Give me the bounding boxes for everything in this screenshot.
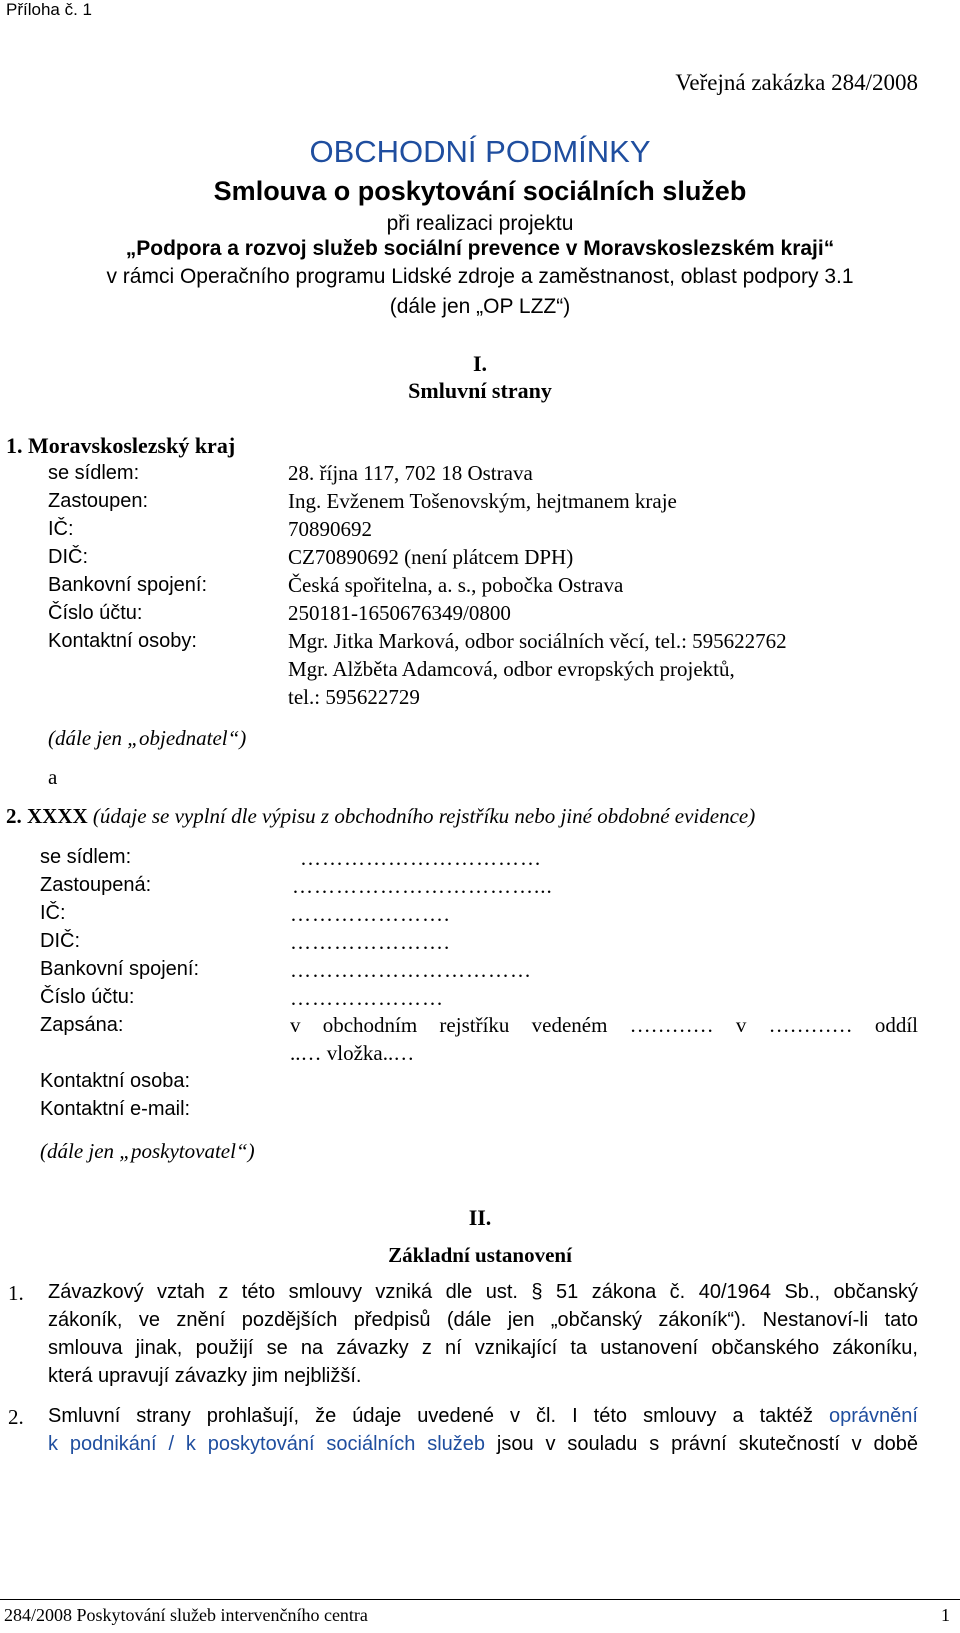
clause-2-text-a: Smluvní strany prohlašují, že údaje uvedené v čl. I této smlouvy a taktéž bbox=[48, 1405, 813, 1427]
document-title: OBCHODNÍ PODMÍNKY bbox=[309, 134, 651, 169]
section-2-number: II. bbox=[468, 1205, 492, 1230]
clause-2-number: 2. bbox=[8, 1405, 24, 1429]
party-2-value-registered: v obchodním rejstříku vedeném ………… v ………… oddíl bbox=[290, 1013, 918, 1037]
clause-1-line-3: smlouva jinak, použijí se na závazky z ní vznikající ta ustanovení občanského zákoníku, bbox=[48, 1337, 918, 1359]
clause-2-text-b: jsou v souladu s právní skutečností v době bbox=[496, 1433, 918, 1455]
party-2-name: XXXX bbox=[27, 804, 88, 828]
party-1-label-dic: DIČ: bbox=[48, 546, 88, 568]
party-2-label-registered: Zapsána: bbox=[40, 1014, 124, 1036]
party-1-label-ico: IČ: bbox=[48, 518, 74, 540]
clause-2-line-2 bbox=[48, 1433, 918, 1456]
party-1-value-seat: 28. října 117, 702 18 Ostrava bbox=[288, 461, 533, 485]
footer-text: 284/2008 Poskytování služeb intervenčního centra bbox=[4, 1605, 368, 1625]
party-2-value-account: ………………… bbox=[290, 986, 444, 1010]
header-line-1: při realizaci projektu bbox=[386, 212, 574, 235]
party-2-alias: (dále jen „poskytovatel“) bbox=[40, 1139, 255, 1163]
party-1-label-account: Číslo účtu: bbox=[48, 602, 143, 624]
project-name: „Podpora a rozvoj služeb sociální prevence v Moravskoslezském kraji“ bbox=[125, 237, 835, 260]
party-1-heading: 1. Moravskoslezský kraj bbox=[6, 433, 236, 458]
party-2-label-bank: Bankovní spojení: bbox=[40, 958, 199, 980]
link-permit[interactable]: oprávnění bbox=[829, 1405, 918, 1427]
party-2-note: (údaje se vyplní dle výpisu z obchodního rejstříku nebo jiné obdobné evidence) bbox=[92, 804, 756, 828]
clause-2-line-1 bbox=[48, 1405, 918, 1428]
party-1-label-represented: Zastoupen: bbox=[48, 490, 149, 512]
party-2-label-contact-person: Kontaktní osoba: bbox=[40, 1070, 191, 1092]
clause-1-number: 1. bbox=[8, 1281, 24, 1305]
program-abbreviation: (dále jen „OP LZZ“) bbox=[389, 295, 571, 318]
party-1-value-represented: Ing. Evženem Tošenovským, hejtmanem kraje bbox=[288, 489, 677, 513]
document-subtitle: Smlouva o poskytování sociálních služeb bbox=[213, 176, 747, 206]
party-2-value-seat: …………………………… bbox=[300, 846, 542, 870]
party-2-value-bank: …………………………… bbox=[290, 958, 532, 982]
party-1-label-seat: se sídlem: bbox=[48, 462, 140, 484]
party-1-label-bank: Bankovní spojení: bbox=[48, 574, 207, 596]
party-2-value-registered-insert: ..… vložka..… bbox=[290, 1041, 415, 1065]
party-1-value-dic: CZ70890692 (není plátcem DPH) bbox=[288, 545, 574, 569]
party-1-value-contact-2-phone: tel.: 595622729 bbox=[288, 685, 420, 709]
party-2-label-account: Číslo účtu: bbox=[40, 986, 135, 1008]
party-2-value-ico: …………………. bbox=[290, 902, 451, 926]
party-1-alias: (dále jen „objednatel“) bbox=[48, 726, 247, 750]
party-1-value-ico: 70890692 bbox=[288, 517, 372, 541]
party-2-value-represented: ……………………………... bbox=[292, 874, 553, 898]
section-2-title: Základní ustanovení bbox=[388, 1243, 572, 1267]
link-business-social-services[interactable]: k podnikání / k poskytování sociálních služeb bbox=[48, 1433, 486, 1455]
party-2-value-dic: …………………. bbox=[290, 930, 451, 954]
page-number: 1 bbox=[941, 1605, 950, 1625]
party-1-value-account: 250181-1650676349/0800 bbox=[288, 601, 511, 625]
party-1-value-contact-1: Mgr. Jitka Marková, odbor sociálních věcí, tel.: 595622762 bbox=[288, 629, 787, 653]
clause-1-line-2: zákoník, ve znění pozdějších předpisů (dále jen „občanský zákoník“). Nestanoví-li tato bbox=[48, 1309, 918, 1331]
footer-rule bbox=[0, 1599, 960, 1600]
party-2-label-seat: se sídlem: bbox=[40, 846, 132, 868]
party-2-number: 2. bbox=[6, 804, 22, 828]
party-2-label-represented: Zastoupená: bbox=[40, 874, 152, 896]
clause-1-line-4: která upravují závazky jim nejbližší. bbox=[48, 1365, 362, 1387]
attachment-label: Příloha č. 1 bbox=[6, 0, 92, 19]
party-1-label-contacts: Kontaktní osoby: bbox=[48, 630, 197, 652]
party-2-heading bbox=[6, 804, 755, 829]
party-1-value-bank: Česká spořitelna, a. s., pobočka Ostrava bbox=[288, 573, 624, 597]
clause-1-line-1: Závazkový vztah z této smlouvy vzniká dle ust. § 51 zákona č. 40/1964 Sb., občanský bbox=[48, 1281, 918, 1303]
party-2-label-contact-email: Kontaktní e-mail: bbox=[40, 1098, 191, 1120]
program-line: v rámci Operačního programu Lidské zdroje a zaměstnanost, oblast podpory 3.1 bbox=[106, 265, 854, 288]
conjunction: a bbox=[48, 765, 58, 789]
section-1-title: Smluvní strany bbox=[408, 378, 552, 403]
party-2-label-ico: IČ: bbox=[40, 902, 66, 924]
tender-reference: Veřejná zakázka 284/2008 bbox=[675, 70, 918, 95]
party-2-label-dic: DIČ: bbox=[40, 930, 80, 952]
party-1-value-contact-2: Mgr. Alžběta Adamcová, odbor evropských projektů, bbox=[288, 657, 735, 681]
section-1-number: I. bbox=[472, 351, 488, 376]
